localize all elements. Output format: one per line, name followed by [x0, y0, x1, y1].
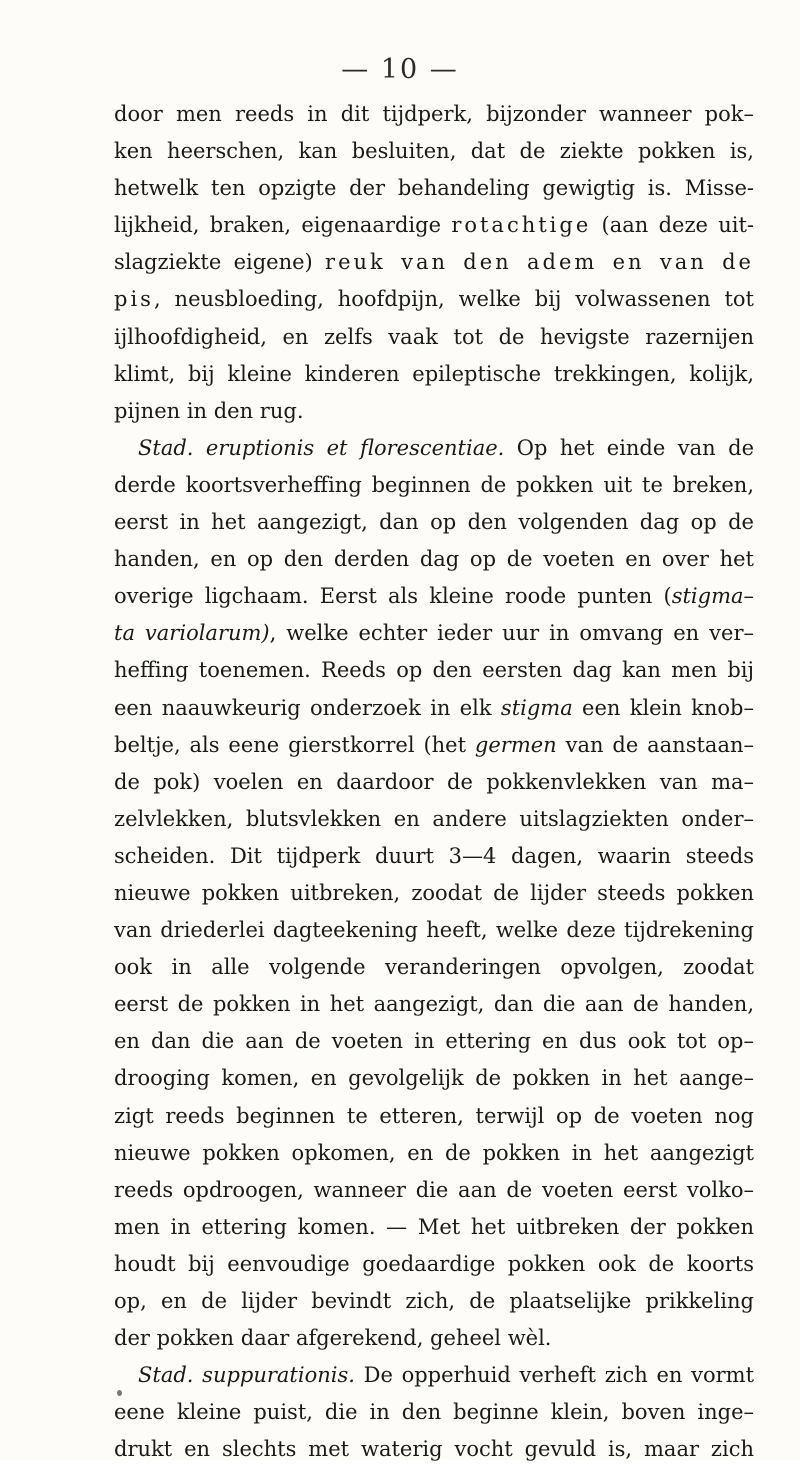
- body-text: [114, 96, 754, 1468]
- text-line: [114, 1320, 754, 1357]
- text-run: een naauwkeurig onderzoek in elk: [114, 695, 501, 720]
- italic-text: stigma: [500, 695, 573, 720]
- text-line: [114, 764, 754, 801]
- text-run: lijkheid, braken, eigenaardige: [114, 213, 452, 238]
- italic-text: Stad. eruptionis et florescentiae.: [138, 435, 505, 460]
- text-run: ook in alle volgende veranderingen opvolgen, zoodat: [114, 955, 754, 980]
- text-line: [114, 727, 754, 764]
- text-line: [114, 949, 754, 986]
- text-line: [114, 1060, 754, 1097]
- text-run: drukt en slechts met waterig vocht gevuld is, maar zich: [114, 1437, 754, 1462]
- text-run: pijnen in den rug.: [114, 398, 304, 423]
- spaced-text: rotachtige: [451, 213, 592, 238]
- text-line: [114, 1135, 754, 1172]
- text-run: eene kleine puist, die in den beginne klein, boven inge–: [114, 1400, 754, 1425]
- text-line: [114, 541, 754, 578]
- text-line: [114, 1283, 754, 1320]
- text-line: [114, 1394, 754, 1431]
- text-line: [114, 133, 754, 170]
- text-run: handen, en op den derden dag op de voeten en over het: [114, 547, 754, 572]
- text-run: ken heerschen, kan besluiten, dat de ziekte pokken is,: [114, 139, 754, 164]
- italic-text: ta variolarum): [114, 621, 270, 646]
- text-run: zelvlekken, blutsvlekken en andere uitslagziekten onder–: [114, 806, 754, 831]
- text-run: , neusbloeding, hoofdpijn, welke bij volwassenen tot: [153, 287, 754, 312]
- text-run: op, en de lijder bevindt zich, de plaatselijke prikkeling: [114, 1289, 754, 1313]
- italic-text: germen: [474, 732, 557, 757]
- text-run: van driederlei dagteekening heeft, welke deze tijdrekening: [114, 918, 754, 943]
- text-run: heffing toenemen. Reeds op den eersten dag kan men bij: [114, 658, 754, 683]
- text-line: [114, 578, 754, 615]
- text-run: ijlhoofdigheid, en zelfs vaak tot de hevigste razernijen: [114, 324, 754, 349]
- text-line: [114, 1172, 754, 1209]
- text-line: [114, 986, 754, 1023]
- page-number: — 10 —: [341, 54, 459, 85]
- text-line: [114, 801, 754, 838]
- text-run: klimt, bij kleine kinderen epileptische trekkingen, kolijk,: [114, 361, 754, 386]
- text-line: [114, 615, 754, 652]
- text-run: een klein knob–: [572, 695, 754, 720]
- text-line: [114, 1023, 754, 1060]
- text-line: [114, 281, 754, 318]
- ink-speck: [117, 1390, 122, 1396]
- text-run: slagziekte eigene): [114, 250, 326, 275]
- text-line: [114, 467, 754, 504]
- text-line: [114, 1209, 754, 1246]
- text-line: [114, 207, 754, 244]
- italic-text: Stad. suppurationis.: [138, 1363, 355, 1388]
- text-run: eerst in het aangezigt, dan op den volgenden dag op de: [114, 510, 754, 535]
- text-run: beltje, als eene gierstkorrel (het: [114, 732, 475, 757]
- spaced-text: reuk van den adem en van de: [325, 250, 754, 275]
- text-line: [114, 504, 754, 541]
- text-run: zigt reeds beginnen te etteren, terwijl op de voeten nog: [114, 1103, 754, 1128]
- text-line: [114, 838, 754, 875]
- text-run: de pok) voelen en daardoor de pokkenvlekken van ma–: [114, 769, 754, 794]
- text-line: [114, 170, 754, 207]
- text-run: , welke echter ieder uur in omvang en ver–: [269, 621, 754, 646]
- text-line: [114, 96, 754, 133]
- text-run: nieuwe pokken uitbreken, zoodat de lijder steeds pokken: [114, 880, 754, 905]
- text-line: [114, 875, 754, 912]
- text-run: derde koortsverheffing beginnen de pokken uit te breken,: [114, 472, 754, 497]
- text-run: der pokken daar afgerekend, geheel wèl.: [114, 1326, 552, 1351]
- text-line: [114, 319, 754, 356]
- text-line: [114, 356, 754, 393]
- text-run: nieuwe pokken opkomen, en de pokken in het aangezigt: [114, 1140, 754, 1165]
- text-run: hetwelk ten opzigte der behandeling gewigtig is. Misse-: [114, 176, 754, 201]
- text-line: [114, 430, 754, 467]
- text-run: De opperhuid verheft zich en vormt: [354, 1363, 754, 1388]
- italic-text: stigma–: [671, 584, 754, 609]
- text-run: door men reeds in dit tijdperk, bijzonder wanneer pok–: [114, 102, 754, 126]
- text-line: [114, 652, 754, 689]
- text-run: houdt bij eenvoudige goedaardige pokken ook de koorts: [114, 1251, 754, 1276]
- text-run: overige ligchaam. Eerst als kleine roode punten (: [114, 584, 672, 609]
- text-line: [114, 1246, 754, 1283]
- text-line: [114, 1431, 754, 1468]
- text-run: men in ettering komen. — Met het uitbreken der pokken: [114, 1214, 754, 1239]
- text-run: van de aanstaan–: [556, 732, 754, 757]
- text-line: [114, 1357, 754, 1394]
- text-run: scheiden. Dit tijdperk duurt 3—4 dagen, waarin steeds: [114, 843, 754, 868]
- text-run: Op het einde van de: [504, 435, 754, 460]
- spaced-text: pis: [114, 287, 154, 312]
- text-line: [114, 1098, 754, 1135]
- text-line: [114, 690, 754, 727]
- text-run: reeds opdroogen, wanneer die aan de voeten eerst volko–: [114, 1177, 754, 1202]
- text-run: drooging komen, en gevolgelijk de pokken in het aange–: [114, 1066, 754, 1091]
- text-line: [114, 393, 754, 430]
- text-line: [114, 244, 754, 281]
- text-line: [114, 912, 754, 949]
- text-run: (aan deze uit-: [591, 213, 754, 238]
- text-run: en dan die aan de voeten in ettering en dus ook tot op–: [114, 1029, 754, 1054]
- text-run: eerst de pokken in het aangezigt, dan die aan de handen,: [114, 992, 754, 1017]
